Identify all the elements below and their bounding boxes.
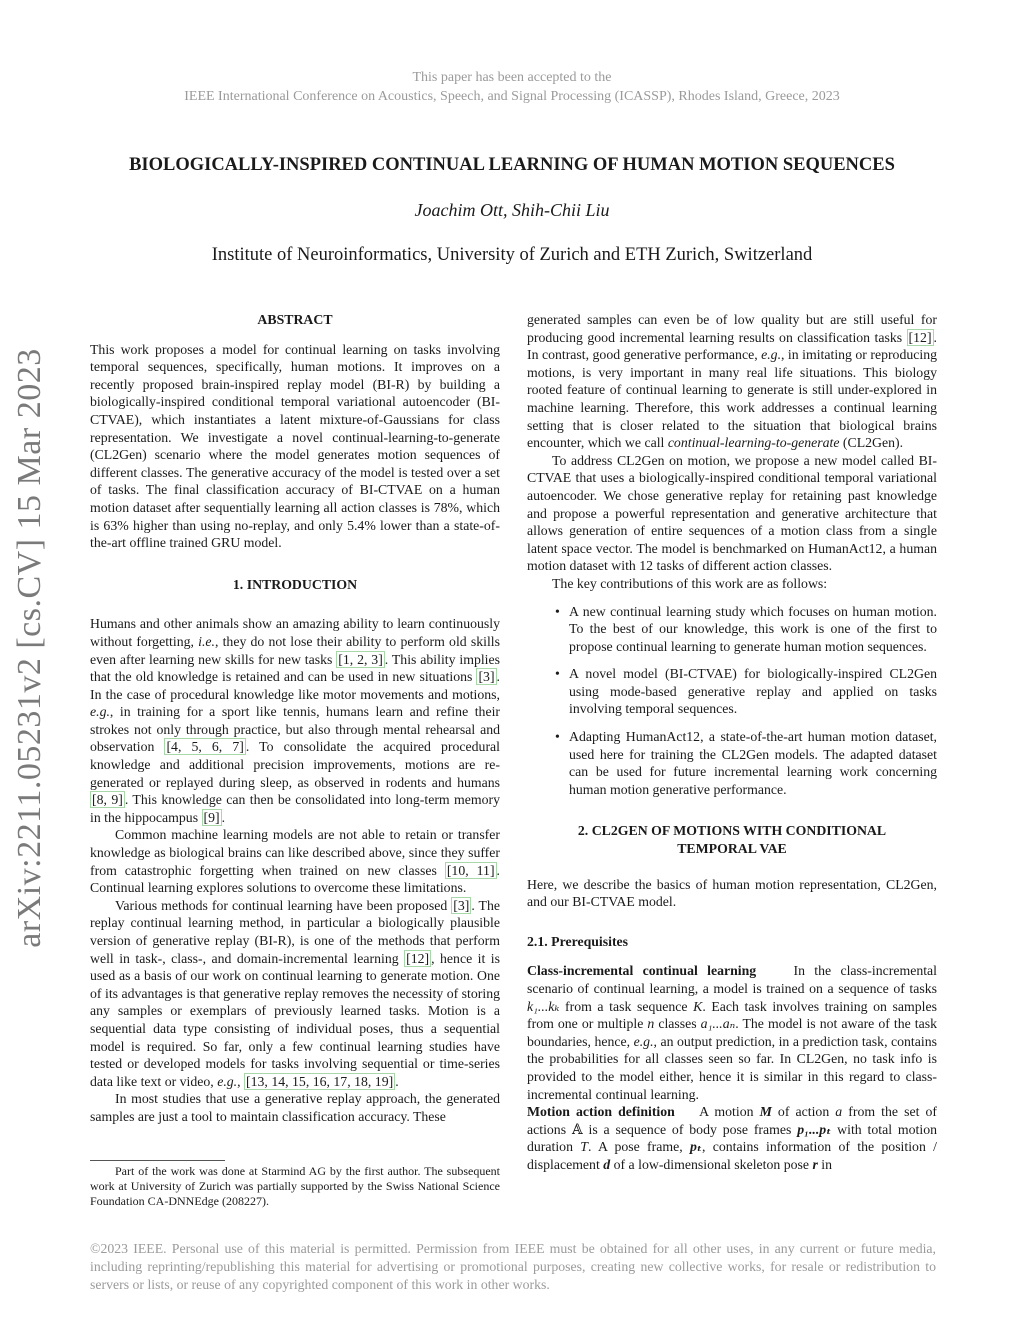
- citation-link[interactable]: [8, 9]: [92, 792, 123, 808]
- paper-affiliation: Institute of Neuroinformatics, University of Zurich and ETH Zurich, Switzerland: [211, 245, 813, 265]
- right-paragraph-2: To address CL2Gen on motion, we propose a new model called BI-CTVAE that uses a biologically-inspired conditional temporal variational autoencoder. We chose generative replay for retaining past knowledge and propose a powerful representation and generative architecture that allows generation of entire sequences of a motion class from a single latent space vector. The model is benchmarked on HumanAct12, a human motion dataset with 12 tasks of different action classes.: [527, 452, 937, 574]
- motion-action-paragraph: Motion action definition A motion M of action a from the set of actions 𝔸 is a sequence of body pose frames p₁...pₜ with total motion duration T. A pose frame, pₜ, contains information of the position / displacement d of a low-dimensional skeleton pose r in: [527, 1104, 937, 1172]
- abstract-heading: ABSTRACT: [257, 312, 333, 327]
- right-paragraph-1: generated samples can even be of low quality but are still useful for producing good incremental learning results on classification tasks [12] . In contrast, good generative performance, e.g., in imitating or reproducing motions, is very important in many real life situations. This biology rooted feature of continual learning to generate is still under-explored in machine learning. Therefore, this work addresses a continual learning setting that is closer related to the situation that biological brains encounter, which we call continual-learning-to-generate (CL2Gen).: [527, 312, 938, 451]
- citation-link[interactable]: [1, 2, 3]: [338, 651, 383, 667]
- intro-paragraph-3: Various methods for continual learning have been proposed [3] . The replay continual learning method, in particular a biologically plausible version of generative replay (BI-R), is one of the methods that perform well in task-, class-, and domain-incremental learning [12] , hence it is used as a basis of our work on continual learning to generate motion. One of its advantages is that generative replay removes the necessity of storing any samples or exemplars of previously learned tasks. Motion is a sequential data type consisting of individual poses, thus a sequential model is required. So far, only a few continual learning studies have tested or developed models for tasks involving sequential or time-series data like text or video, e.g., [13, 14, 15, 16, 17, 18, 19] .: [90, 897, 500, 1089]
- intro-paragraph-4: In most studies that use a generative replay approach, the generated samples are just a tool to maintain classification accuracy. These: [90, 1091, 500, 1124]
- section2-heading-line2: TEMPORAL VAE: [677, 841, 787, 857]
- footnote-block: [90, 1160, 500, 1209]
- paper-authors: Joachim Ott, Shih-Chii Liu: [414, 200, 610, 220]
- citation-link[interactable]: [3]: [478, 669, 495, 685]
- acceptance-notice-line1: This paper has been accepted to the: [412, 70, 612, 85]
- contribution-bullet-2: • A novel model (BI-CTVAE) for biologically-inspired CL2Gen using mode-based generative replay and applied on tasks involving temporal sequences.: [527, 665, 937, 718]
- citation-link[interactable]: [9]: [203, 809, 220, 825]
- section2-heading-line1: 2. CL2GEN OF MOTIONS WITH CONDITIONAL: [577, 823, 887, 839]
- contribution-bullet-3: • Adapting HumanAct12, a state-of-the-art human motion dataset, used here for training the CL2Gen models. The adapted dataset can be used for future incremental learning work concerning human motion generative performance.: [527, 728, 937, 798]
- intro-heading: 1. INTRODUCTION: [232, 576, 358, 592]
- right-column: [527, 311, 937, 1174]
- citation-link[interactable]: [10, 11]: [446, 862, 495, 878]
- citation-link[interactable]: [3]: [453, 897, 470, 913]
- paper-title: BIOLOGICALLY-INSPIRED CONTINUAL LEARNING OF HUMAN MOTION SEQUENCES: [129, 155, 895, 175]
- intro-paragraph-1: Humans and other animals show an amazing ability to learn continuously without forgetting, i.e., they do not lose their ability to perform old skills even after learning new skills for new tasks [1, 2, 3] . This ability implies that the old knowledge is retained and can be used in new situations [3] . In the case of procedural knowledge like motor movements and motions, e.g., in training for a sport like tennis, humans learn and refine their strokes not only through practice, but also through mental rehearsal and observation [4, 5, 6, 7] . To consolidate the acquired procedural knowledge and additional precision improvements, motions are re-generated or replayed during sleep, as observed in rodents and humans [8, 9] . This knowledge can then be consolidated into long-term memory in the hippocampus [9] .: [90, 616, 501, 825]
- left-column: [90, 311, 500, 1126]
- citation-link[interactable]: [12]: [908, 329, 932, 345]
- footnote-rule: [90, 1160, 225, 1161]
- citation-link[interactable]: [4, 5, 6, 7]: [166, 739, 244, 755]
- copyright-notice: ©2023 IEEE. Personal use of this material is permitted. Permission from IEEE must be obtained for all other uses, in any current or future media, including reprinting/republishing this material for advertising or promotional purposes, creating new collective works, for resale or redistribution to servers or lists, or reuse of any copyrighted component of this work in other works.: [90, 1241, 936, 1292]
- right-paragraph-3: The key contributions of this work are as follows:: [552, 575, 828, 591]
- citation-link[interactable]: [12]: [406, 950, 430, 966]
- contribution-bullet-1: • A new continual learning study which focuses on human motion. To the best of our knowledge, this work is one of the first to propose continual learning to generate human motion sequences.: [527, 603, 937, 656]
- subsection-2-1-heading: 2.1. Prerequisites: [527, 933, 629, 949]
- class-incremental-paragraph: Class-incremental continual learning In the class-incremental scenario of continual learning, a model is trained on a sequence of tasks k₁...kₖ from a task sequence K. Each task involves training on samples from one or multiple n classes a₁...aₙ. The model is not aware of the task boundaries, hence, e.g., an output prediction, in a prediction task, contains the probabilities for all classes seen so far. In CL2Gen, no task info is provided to the model either, hence it is similar in this regard to class-incremental continual learning.: [527, 963, 938, 1102]
- section2-intro: Here, we describe the basics of human motion representation, CL2Gen, and our BI-CTVAE model.: [527, 876, 937, 910]
- acceptance-notice-line2: IEEE International Conference on Acoustics, Speech, and Signal Processing (ICASSP), Rhodes Island, Greece, 2023: [184, 89, 840, 104]
- citation-link[interactable]: [13, 14, 15, 16, 17, 18, 19]: [246, 1073, 394, 1089]
- footnote-text: Part of the work was done at Starmind AG by the first author. The subsequent work at University of Zurich was partially supported by the Swiss National Science Foundation CA-DNNEdge (208227).: [90, 1164, 500, 1208]
- intro-paragraph-2: Common machine learning models are not able to retain or transfer knowledge as biological brains can like described above, since they suffer from catastrophic forgetting when trained on new classes [10, 11] . Continual learning explores solutions to overcome these limitations.: [90, 827, 500, 896]
- abstract-text: This work proposes a model for continual learning on tasks involving temporal sequences, specifically, human motions. It improves on a recently proposed brain-inspired replay model (BI-R) by building a biologically-inspired conditional temporal variational autoencoder (BI-CTVAE), which instantiates a latent mixture-of-Gaussians for class representation. We investigate a novel continual-learning-to-generate (CL2Gen) scenario where the model generates motion sequences of different classes. The generative accuracy of the model is tested over a set of tasks. The final classification accuracy of BI-CTVAE on a human motion dataset after sequentially learning all action classes is 78%, which is 63% higher than using no-replay, and only 5.4% lower than a state-of-the-art offline trained GRU model.: [90, 341, 500, 551]
- arxiv-stamp: arXiv:2211.05231v2 [cs.CV] 15 Mar 2023: [11, 348, 48, 948]
